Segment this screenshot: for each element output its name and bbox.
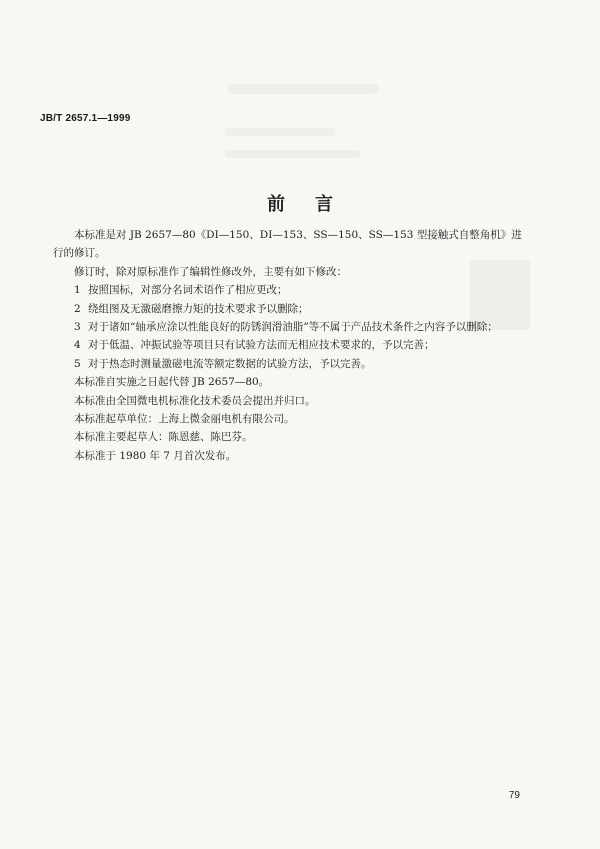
body-text (53, 226, 531, 465)
list-item-text: 按照国标，对部分名词术语作了相应更改； (88, 284, 288, 297)
standard-code: JB/T 2657.1—1999 (40, 113, 131, 124)
list-item-text: 绕组图及无激磁磨擦力矩的技术要求予以删除； (88, 302, 309, 315)
list-item-text: 对于低温、冲振试验等项目只有试验方法而无相应技术要求的，予以完善； (88, 339, 435, 352)
page-title: 前言 (267, 194, 363, 215)
closing-line: 本标准自实施之日起代替 JB 2657—80。 (74, 376, 270, 389)
list-item (53, 300, 531, 318)
page-number: 79 (508, 790, 520, 801)
closing-line: 本标准主要起草人：陈恩慈、陈巴芬。 (74, 431, 253, 444)
show-through-mark (225, 150, 360, 158)
list-item (53, 336, 531, 354)
list-item-number: 4 (74, 339, 81, 352)
list-item (53, 281, 531, 299)
intro-paragraph: 本标准是对 JB 2657—80《DI—150、DI—153、SS—150、SS—153 型接触式自整角机》进行的修订。 (53, 229, 522, 260)
list-item-text: 对于诸如“轴承应涂以性能良好的防锈润滑油脂”等不属于产品技术条件之内容予以删除； (88, 321, 498, 334)
show-through-mark (225, 128, 335, 136)
list-item-number: 5 (74, 357, 81, 370)
list-item (53, 318, 531, 336)
show-through-mark (228, 84, 378, 94)
list-item-number: 2 (74, 302, 81, 315)
closing-line: 本标准于 1980 年 7 月首次发布。 (74, 449, 237, 462)
list-item-number: 1 (74, 284, 81, 297)
closing-line: 本标准由全国微电机标准化技术委员会提出并归口。 (74, 394, 316, 407)
list-item-text: 对于热态时测量激磁电流等额定数据的试验方法，予以完善。 (88, 357, 372, 370)
list-item-number: 3 (74, 321, 81, 334)
revision-lead-paragraph: 修订时，除对原标准作了编辑性修改外，主要有如下修改： (74, 265, 347, 278)
closing-line: 本标准起草单位：上海上微金丽电机有限公司。 (74, 413, 295, 426)
list-item (53, 355, 531, 373)
